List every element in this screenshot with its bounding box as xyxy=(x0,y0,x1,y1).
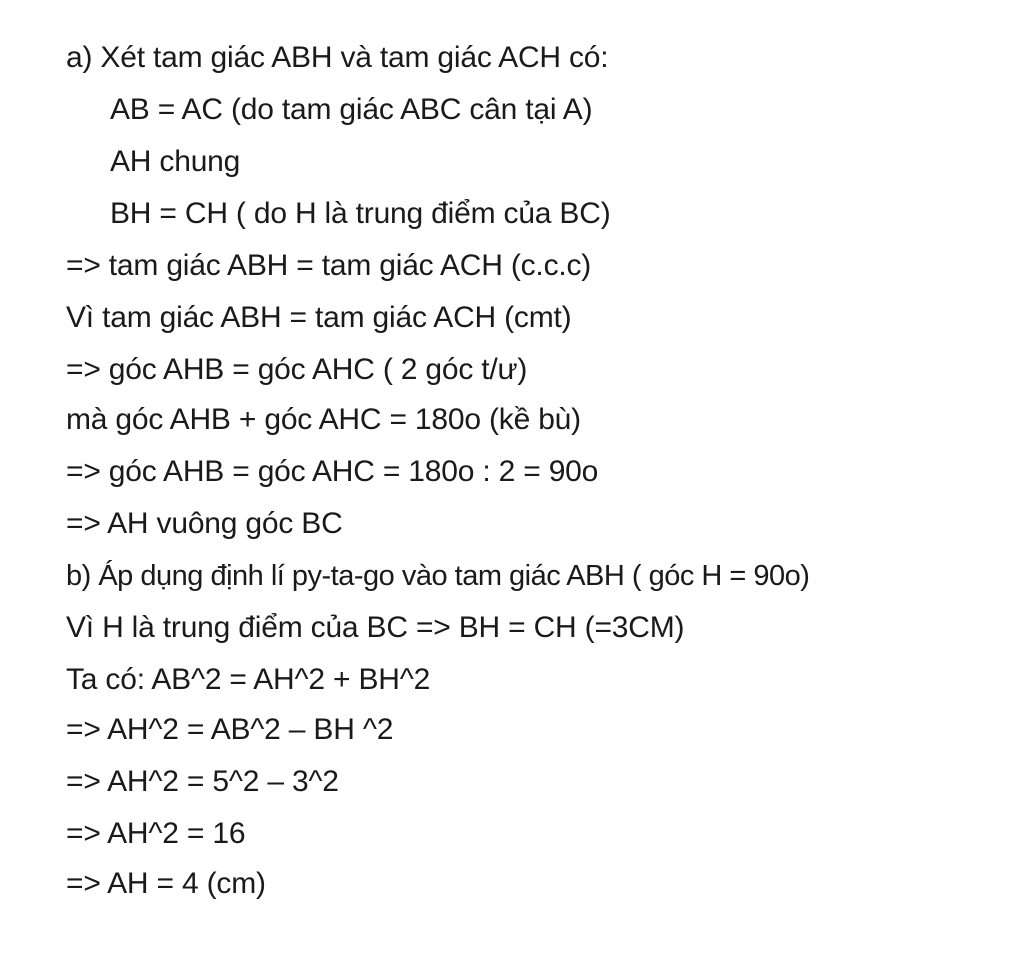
text-line-ah-common: AH chung xyxy=(110,145,241,178)
text-line-pythagoras: Ta có: AB^2 = AH^2 + BH^2 xyxy=(66,663,431,696)
text-line-part-b-heading: b) Áp dụng định lí py-ta-go vào tam giác ABH ( góc H = 90o) xyxy=(66,560,810,592)
text-line-ab-equals-ac: AB = AC (do tam giác ABC cân tại A) xyxy=(110,93,593,126)
text-line-ah-result: => AH = 4 (cm) xyxy=(66,867,266,900)
text-line-because-congruent: Vì tam giác ABH = tam giác ACH (cmt) xyxy=(66,301,572,334)
text-line-ah-squared-values: => AH^2 = 5^2 – 3^2 xyxy=(66,765,339,798)
text-line-midpoint: Vì H là trung điểm của BC => BH = CH (=3CM) xyxy=(66,611,685,644)
text-line-part-a-heading: a) Xét tam giác ABH và tam giác ACH có: xyxy=(66,41,609,74)
text-line-ah-squared-formula: => AH^2 = AB^2 – BH ^2 xyxy=(66,713,394,746)
text-line-congruent-ccc: => tam giác ABH = tam giác ACH (c.c.c) xyxy=(66,249,592,282)
text-line-angles-equal: => góc AHB = góc AHC ( 2 góc t/ư) xyxy=(66,353,528,386)
text-line-perpendicular: => AH vuông góc BC xyxy=(66,507,343,540)
text-line-angles-90: => góc AHB = góc AHC = 180o : 2 = 90o xyxy=(66,455,599,488)
text-line-ah-squared-result: => AH^2 = 16 xyxy=(66,817,246,850)
text-line-angles-supplementary: mà góc AHB + góc AHC = 180o (kề bù) xyxy=(66,403,581,436)
text-line-bh-equals-ch: BH = CH ( do H là trung điểm của BC) xyxy=(110,197,611,230)
